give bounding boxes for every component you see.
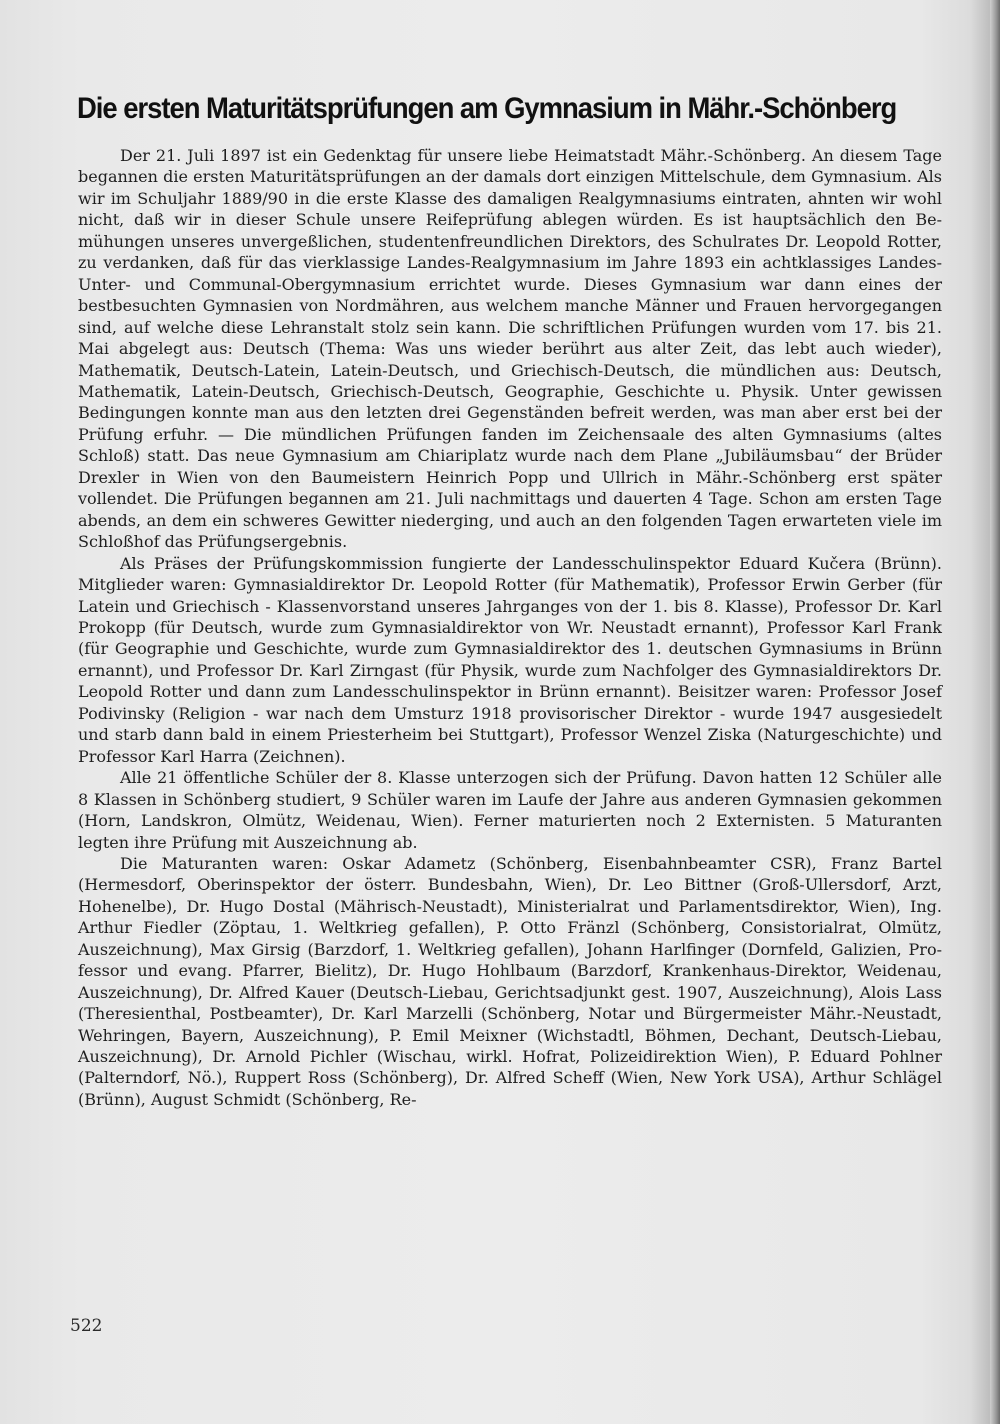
- article-title: Die ersten Maturitätsprüfungen am Gymnasium in Mähr.-Schönberg: [77, 92, 897, 125]
- page-binding-edge: [990, 0, 1000, 1424]
- paragraph-graduates-list: Die Maturanten waren: Oskar Adametz (Schönberg, Eisenbahnbeamter CSR), Franz Bartel (Hermesdorf, Oberinspektor der österr. Bundesbahn, Wien), Dr. Leo Bittner (Groß-Ullersdorf, Arzt, Hohenelbe), Dr. Hugo Dostal (Mährisch-Neustadt), Ministerialrat und Parlamentsdirektor, Wien), Ing. Arthur Fiedler (Zöptau, 1. Weltkrieg gefallen), P. Otto Fränzl (Schönberg, Consistorialrat, Olmütz, Auszeichnung), Max Girsig (Barzdorf, 1. Weltkrieg gefallen), Johann Harlfinger (Dornfeld, Galizien, Professor und evang. Pfarrer, Bielitz), Dr. Hugo Hohlbaum (Barzdorf, Krankenhaus-Direktor, Weidenau, Auszeichnung), Dr. Alfred Kauer (Deutsch-Liebau, Gerichtsadjunkt gest. 1907, Auszeichnung), Alois Lass (Theresienthal, Postbeamter), Dr. Karl Marzelli (Schönberg, Notar und Bürgermeister Mähr.-Neustadt, Wehringen, Bayern, Auszeichnung), P. Emil Meixner (Wichstadtl, Böhmen, Dechant, Deutsch-Liebau, Auszeichnung), Dr. Arnold Pichler (Wischau, wirkl. Hofrat, Polizeidirektion Wien), P. Eduard Pohlner (Palterndorf, Nö.), Ruppert Ross (Schönberg), Dr. Alfred Scheff (Wien, New York USA), Arthur Schlägel (Brünn), August Schmidt (Schönberg, Re-: [78, 853, 942, 1109]
- article-body: [78, 145, 942, 1110]
- paragraph-exam-commission: Als Präses der Prüfungskommission fungierte der Landesschulinspektor Eduard Kučera (Brünn). Mitglieder waren: Gymnasialdirektor Dr. Leopold Rotter (für Mathematik), Professor Erwin Gerber (für Latein und Griechisch - Klassenvorstand unseres Jahrganges von der 1. bis 8. Klasse), Professor Dr. Karl Prokopp (für Deutsch, wurde zum Gymnasialdirektor von Wr. Neustadt ernannt), Professor Karl Frank (für Geographie und Geschichte, wurde zum Gymnasialdirektor des 1. deutschen Gymnasiums in Brünn ernannt), und Professor Dr. Karl Zirngast (für Physik, wurde zum Nachfolger des Gymnasialdirektors Dr. Leopold Rotter und dann zum Landesschulinspektor in Brünn ernannt). Beisitzer waren: Professor Josef Podivinsky (Religion - war nach dem Umsturz 1918 provisorischer Direktor - wurde 1947 ausgesiedelt und starb dann bald in einem Priesterheim bei Stuttgart), Professor Wenzel Ziska (Naturgeschichte) und Professor Karl Harra (Zeichnen).: [78, 553, 942, 766]
- paragraph-exam-history: Der 21. Juli 1897 ist ein Gedenktag für unsere liebe Heimatstadt Mähr.-Schönberg. An diesem Tage begannen die ersten Maturitätsprüfungen an der damals dort einzigen Mittelschule, dem Gymnasium. Als wir im Schuljahr 1889/90 in die erste Klasse des damaligen Realgymnasiums eintraten, ahnten wir wohl nicht, daß wir in dieser Schule unsere Reifeprüfung ablegen würden. Es ist hauptsächlich den Bemühungen unseres unvergeßlichen, studentenfreundlichen Direktors, des Schulrates Dr. Leopold Rotter, zu verdanken, daß für das vierklassige Landes-Realgymnasium im Jahre 1893 ein achtklassiges Landes-Unter- und Communal-Obergymnasium errichtet wurde. Dieses Gymnasium war dann eines der bestbesuchten Gymnasien von Nordmähren, aus welchem manche Männer und Frauen hervorgegangen sind, auf welche diese Lehranstalt stolz sein kann. Die schriftlichen Prüfungen wurden vom 17. bis 21. Mai abgelegt aus: Deutsch (Thema: Was uns wieder berührt aus alter Zeit, das lebt auch wieder), Mathematik, Deutsch-Latein, Latein-Deutsch, und Griechisch-Deutsch, die mündlichen aus: Deutsch, Mathematik, Latein-Deutsch, Griechisch-Deutsch, Geographie, Geschichte u. Physik. Unter gewissen Bedingungen konnte man aus den letzten drei Gegenständen befreit werden, was man aber erst bei der Prüfung erfuhr. — Die mündlichen Prüfungen fanden im Zeichensaale des alten Gymnasiums (altes Schloß) statt. Das neue Gymnasium am Chiariplatz wurde nach dem Plane „Jubiläumsbau“ der Brüder Drexler in Wien von den Baumeistern Heinrich Popp und Ullrich in Mähr.-Schönberg erst später vollendet. Die Prüfungen begannen am 21. Juli nachmittags und dauerten 4 Tage. Schon am ersten Tage abends, an dem ein schweres Gewitter niederging, und auch an den folgenden Tagen erwarteten viele im Schloßhof das Prüfungsergebnis.: [78, 146, 942, 552]
- page-number: 522: [70, 1316, 103, 1336]
- paragraph-students-count: Alle 21 öffentliche Schüler der 8. Klasse unterzogen sich der Prüfung. Davon hatten 12 Schüler alle 8 Klassen in Schönberg studiert, 9 Schüler waren im Laufe der Jahre aus anderen Gymnasien gekommen (Horn, Landskron, Olmütz, Weidenau, Wien). Ferner maturierten noch 2 Externisten. 5 Maturanten legten ihre Prüfung mit Auszeichnung ab.: [78, 768, 942, 852]
